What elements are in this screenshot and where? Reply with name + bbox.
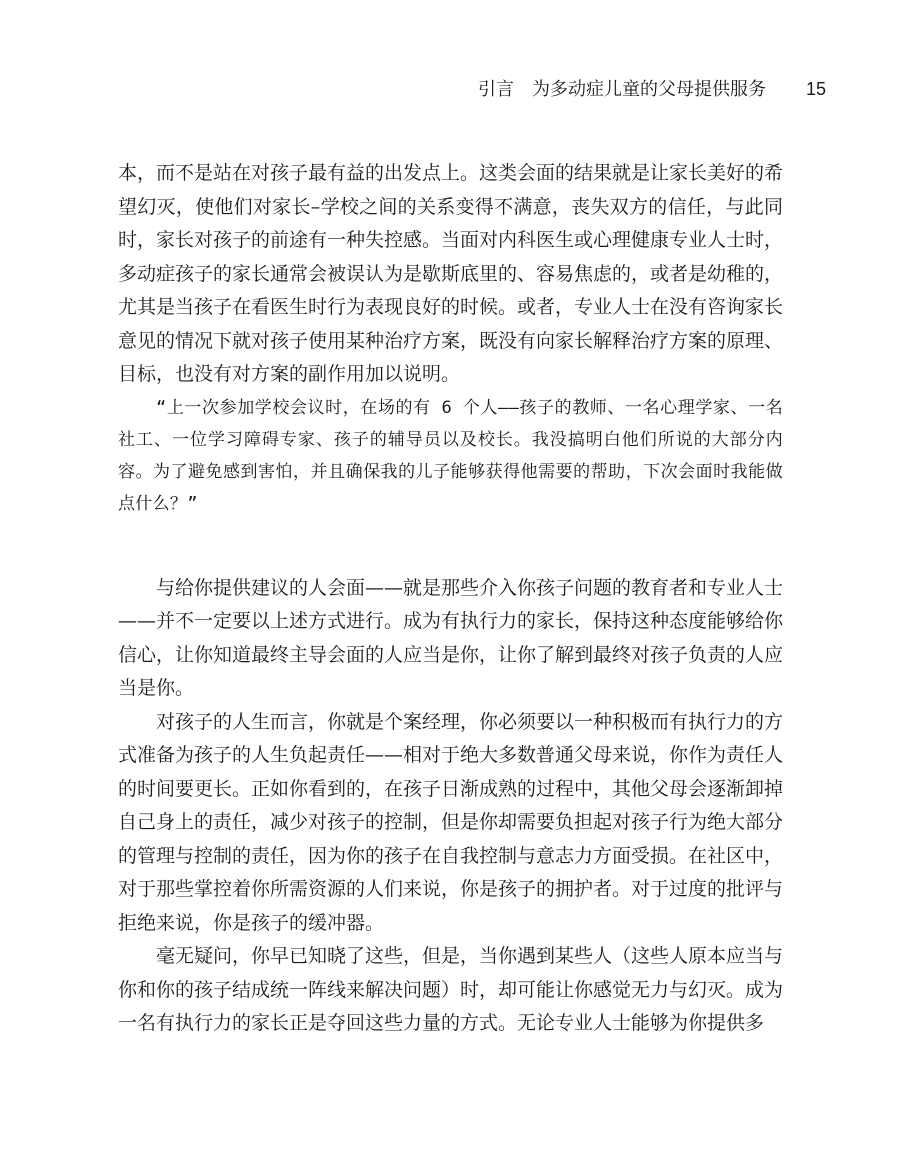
- paragraph: 与给你提供建议的人会面——就是那些介入你孩子问题的教育者和专业人士——并不一定要以上述方式进行。成为有执行力的家长，保持这种态度能够给你信心，让你知道最终主导会面的人应当是你，让你了解到最终对孩子负责的人应当是你。: [118, 576, 784, 699]
- paragraph: 毫无疑问，你早已知晓了这些，但是，当你遇到某些人（这些人原本应当与你和你的孩子结成统一阵线来解决问题）时，却可能让你感觉无力与幻灭。成为一名有执行力的家长正是夺回这些力量的方式。无论专业人士能够为你提供多: [118, 945, 784, 1034]
- parent-quote: “上一次参加学校会议时，在场的有 6 个人——孩子的教师、一名心理学家、一名社工、一位学习障碍专家、孩子的辅导员以及校长。我没搞明白他们所说的大部分内容。为了避免感到害怕，并且确保我的儿子能够获得他需要的帮助，下次会面时我能做点什么？”: [118, 397, 783, 514]
- paragraph: 对孩子的人生而言，你就是个案经理，你必须要以一种积极而有执行力的方式准备为孩子的人生负起责任——相对于绝大多数普通父母来说，你作为责任人的时间要更长。正如你看到的，在孩子日渐成熟的过程中，其他父母会逐渐卸掉自己身上的责任，减少对孩子的控制，但是你却需要负担起对孩子行为绝大部分的管理与控制的责任，因为你的孩子在自我控制与意志力方面受损。在社区中，对于那些掌控着你所需资源的人们来说，你是孩子的拥护者。对于过度的批评与拒绝来说，你是孩子的缓冲器。: [118, 710, 784, 934]
- chapter-title: 引言 为多动症儿童的父母提供服务: [477, 79, 766, 99]
- page-number: 15: [805, 79, 826, 99]
- section-spacer: [118, 520, 783, 572]
- running-header: [0, 76, 826, 102]
- paragraph-continued: 本，而不是站在对孩子最有益的出发点上。这类会面的结果就是让家长美好的希望幻灭，使他们对家长–学校之间的关系变得不满意，丧失双方的信任，与此同时，家长对孩子的前途有一种失控感。当面对内科医生或心理健康专业人士时，多动症孩子的家长通常会被误认为是歇斯底里的、容易焦虑的，或者是幼稚的，尤其是当孩子在看医生时行为表现良好的时候。或者，专业人士在没有咨询家长意见的情况下就对孩子使用某种治疗方案，既没有向家长解释治疗方案的原理、目标，也没有对方案的副作用加以说明。: [118, 162, 784, 385]
- body-text: [118, 157, 783, 1041]
